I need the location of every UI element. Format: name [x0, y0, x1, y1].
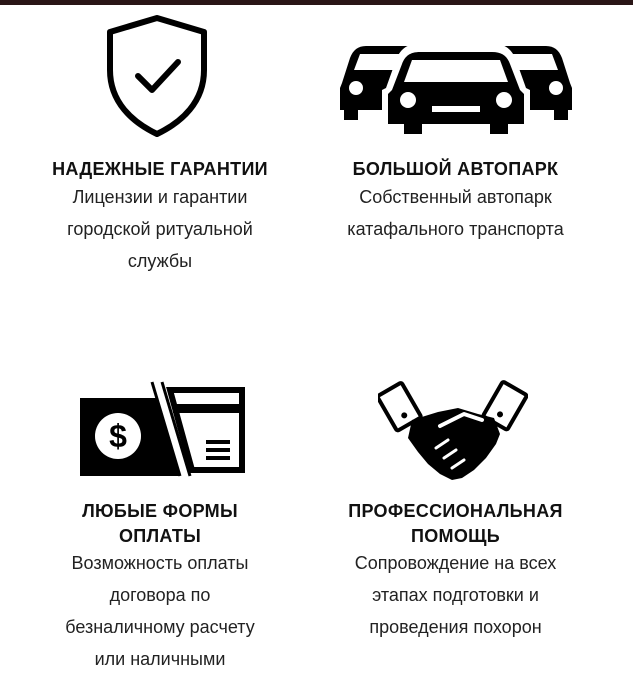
feature-guarantees [20, 0, 300, 300]
feature-title [318, 499, 593, 549]
feature-title [20, 499, 300, 549]
feature-title: НАДЕЖНЫЕ ГАРАНТИИ [52, 159, 268, 179]
description-line: этапах подготовки и [372, 585, 539, 605]
description-line: городской ритуальной [67, 219, 253, 239]
description-line: Лицензии и гарантии [72, 187, 248, 207]
handshake-icon [378, 374, 528, 486]
title-line: ЛЮБЫЕ ФОРМЫ [82, 501, 238, 521]
svg-text:$: $ [109, 418, 127, 454]
description-line: или наличными [94, 649, 226, 669]
feature-description [20, 547, 300, 675]
feature-description [20, 181, 300, 277]
title-line: ОПЛАТЫ [118, 526, 202, 546]
payment-card-icon [78, 380, 248, 480]
description-line: службы [127, 251, 193, 271]
feature-title: БОЛЬШОЙ АВТОПАРК [352, 159, 559, 179]
description-line: Собственный автопарк [359, 187, 552, 207]
description-line: безналичному расчету [65, 617, 255, 637]
feature-payment [20, 360, 300, 700]
feature-description [318, 181, 593, 245]
feature-professional-help [318, 360, 593, 700]
feature-description [318, 547, 593, 643]
description-line: договора по [109, 585, 211, 605]
description-line: Возможность оплаты [71, 553, 249, 573]
description-line: Сопровождение на всех [354, 553, 557, 573]
description-line: проведения похорон [369, 617, 542, 637]
cars-fleet-icon [336, 28, 576, 138]
description-line: катафального транспорта [347, 219, 564, 239]
title-line: ПОМОЩЬ [410, 526, 500, 546]
title-line: ПРОФЕССИОНАЛЬНАЯ [348, 501, 563, 521]
shield-check-icon [102, 12, 212, 137]
feature-fleet [318, 0, 593, 300]
